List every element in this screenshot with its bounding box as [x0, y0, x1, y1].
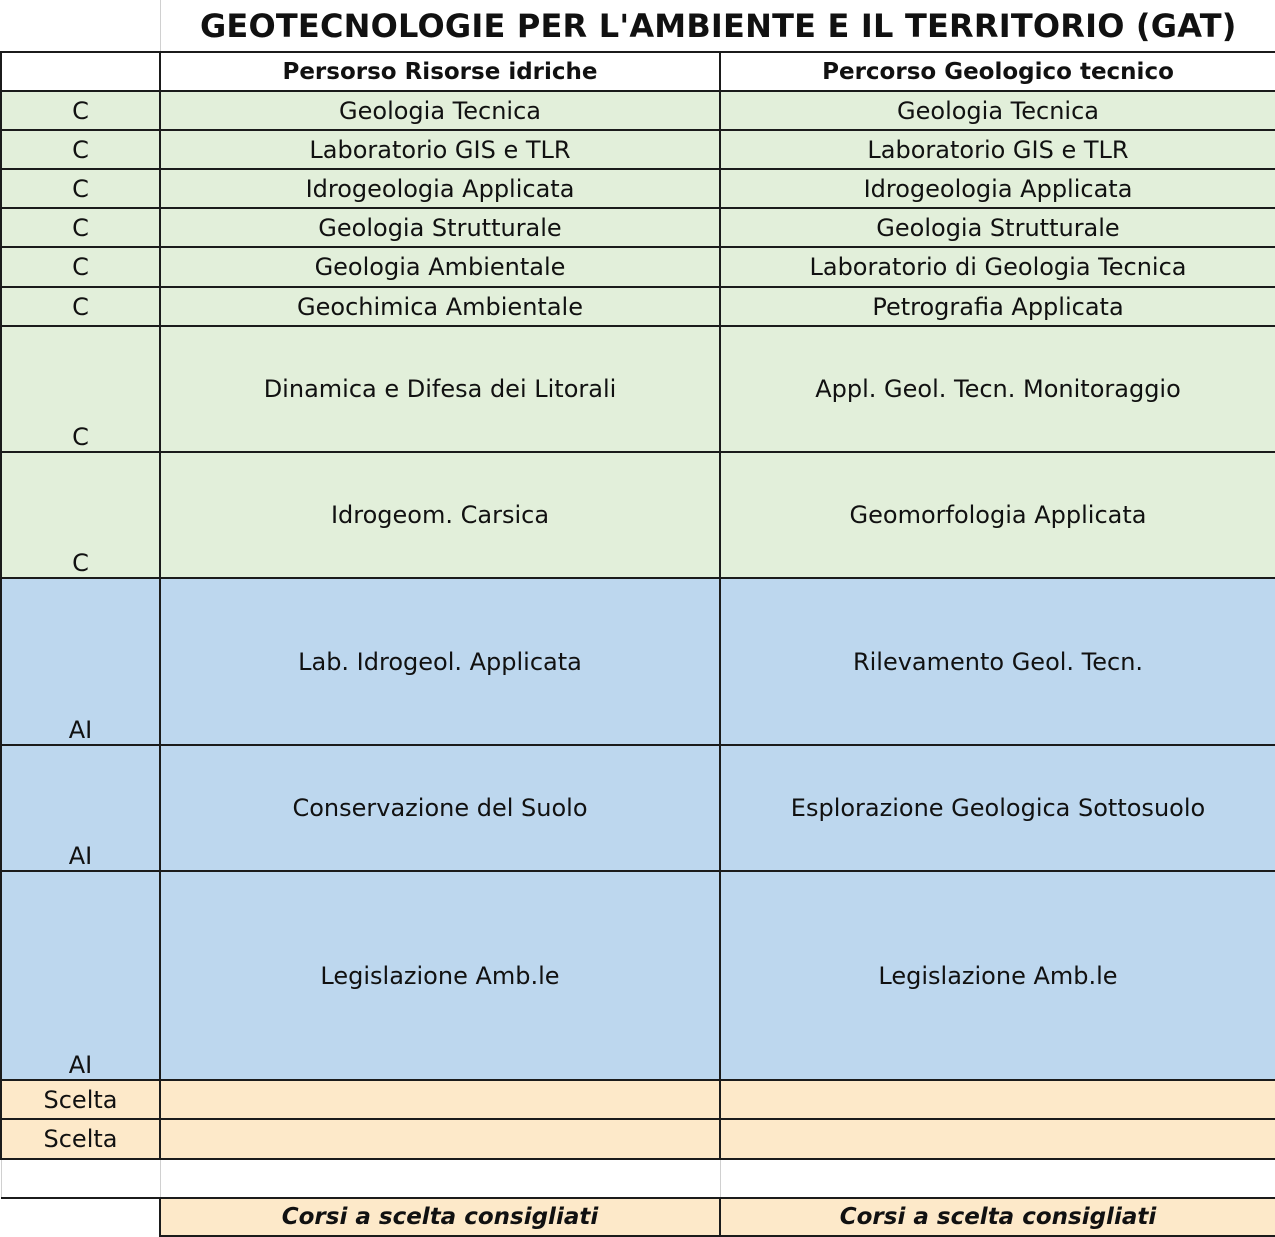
row-type-cell: Scelta	[1, 1080, 160, 1119]
row-type-cell: C	[1, 452, 160, 578]
row-type-cell: Scelta	[1, 1119, 160, 1159]
table-row	[1, 1080, 1275, 1119]
course-cell: Dinamica e Difesa dei Litorali	[160, 326, 720, 452]
course-cell: Geochimica Ambientale	[160, 287, 720, 326]
recommended-courses-label: Corsi a scelta consigliati	[720, 1198, 1275, 1236]
course-cell: Appl. Geol. Tecn. Monitoraggio	[720, 326, 1275, 452]
header-corner-cell[interactable]	[1, 52, 160, 91]
course-cell: Laboratorio GIS e TLR	[720, 130, 1275, 169]
row-type-cell: C	[1, 287, 160, 326]
header-row	[1, 52, 1275, 91]
table-row	[1, 247, 1275, 287]
row-type-cell: AI	[1, 578, 160, 745]
header-risorse-idriche: Persorso Risorse idriche	[160, 52, 720, 91]
course-cell: Laboratorio di Geologia Tecnica	[720, 247, 1275, 287]
course-cell: Conservazione del Suolo	[160, 745, 720, 871]
course-cell: Idrogeologia Applicata	[720, 169, 1275, 208]
table-row	[1, 452, 1275, 578]
blank-cell[interactable]	[720, 1159, 1275, 1198]
course-cell: Esplorazione Geologica Sottosuolo	[720, 745, 1275, 871]
blank-row	[1, 1159, 1275, 1198]
title-corner-cell[interactable]	[1, 0, 160, 52]
empty-course-cell[interactable]	[720, 1080, 1275, 1119]
course-cell: Petrografia Applicata	[720, 287, 1275, 326]
course-cell: Rilevamento Geol. Tecn.	[720, 578, 1275, 745]
table-row	[1, 287, 1275, 326]
row-type-cell: C	[1, 130, 160, 169]
recommended-courses-label: Corsi a scelta consigliati	[160, 1198, 720, 1236]
blank-cell[interactable]	[160, 1159, 720, 1198]
course-cell: Geologia Ambientale	[160, 247, 720, 287]
footer-row	[1, 1198, 1275, 1236]
course-cell: Idrogeologia Applicata	[160, 169, 720, 208]
course-cell: Geologia Tecnica	[720, 91, 1275, 130]
table-row	[1, 130, 1275, 169]
blank-cell[interactable]	[1, 1159, 160, 1198]
header-geologico-tecnico: Percorso Geologico tecnico	[720, 52, 1275, 91]
empty-course-cell[interactable]	[160, 1080, 720, 1119]
row-type-cell: C	[1, 169, 160, 208]
course-cell: Geomorfologia Applicata	[720, 452, 1275, 578]
table-row	[1, 91, 1275, 130]
table-row	[1, 169, 1275, 208]
row-type-cell: AI	[1, 745, 160, 871]
title-row	[1, 0, 1275, 52]
course-cell: Geologia Strutturale	[160, 208, 720, 247]
table-row	[1, 326, 1275, 452]
empty-course-cell[interactable]	[720, 1119, 1275, 1159]
table-row	[1, 208, 1275, 247]
course-cell: Laboratorio GIS e TLR	[160, 130, 720, 169]
row-type-cell: AI	[1, 871, 160, 1080]
course-cell: Legislazione Amb.le	[160, 871, 720, 1080]
course-cell: Lab. Idrogeol. Applicata	[160, 578, 720, 745]
page-title: GEOTECNOLOGIE PER L'AMBIENTE E IL TERRITORIO (GAT)	[160, 0, 1275, 52]
course-cell: Geologia Strutturale	[720, 208, 1275, 247]
course-cell: Geologia Tecnica	[160, 91, 720, 130]
empty-course-cell[interactable]	[160, 1119, 720, 1159]
row-type-cell: C	[1, 247, 160, 287]
table-row	[1, 578, 1275, 745]
footer-corner-cell[interactable]	[1, 1198, 160, 1236]
course-cell: Legislazione Amb.le	[720, 871, 1275, 1080]
table-row	[1, 871, 1275, 1080]
table-row	[1, 1119, 1275, 1159]
table-row	[1, 745, 1275, 871]
course-cell: Idrogeom. Carsica	[160, 452, 720, 578]
row-type-cell: C	[1, 326, 160, 452]
row-type-cell: C	[1, 91, 160, 130]
row-type-cell: C	[1, 208, 160, 247]
